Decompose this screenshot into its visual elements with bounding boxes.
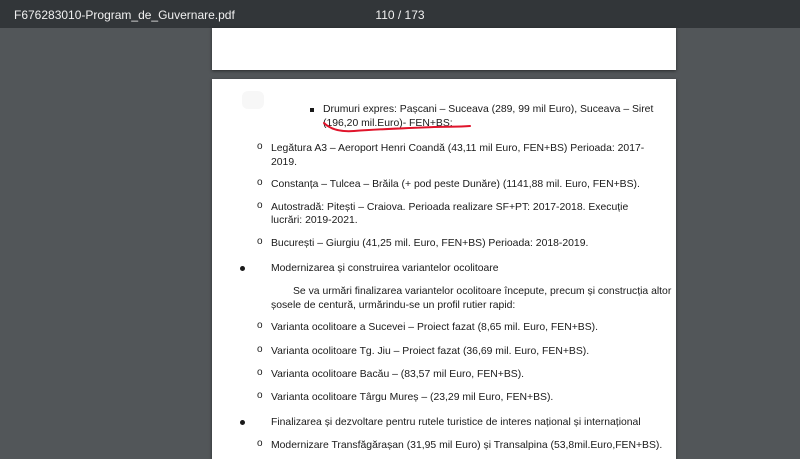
section-heading: Finalizarea și dezvoltare pentru rutele turistice de interes național și internațional (271, 417, 641, 428)
list-item: 2019. (271, 157, 298, 168)
round-bullet-icon (240, 420, 245, 425)
previous-page (212, 28, 676, 70)
current-page (212, 79, 676, 459)
page-indicator[interactable]: 110 / 173 (375, 8, 425, 22)
list-item: lucrări: 2019-2021. (271, 215, 358, 226)
document-filename: F676283010-Program_de_Guvernare.pdf (14, 8, 235, 22)
circle-bullet-icon: o (257, 367, 263, 378)
paragraph-line: Se va urmări finalizarea variantelor ocolitoare începute, precum și construcția altor (293, 286, 672, 297)
circle-bullet-icon: o (257, 344, 263, 355)
list-item: Varianta ocolitoare Bacău – (83,57 mil Euro, FEN+BS). (271, 369, 525, 380)
circle-bullet-icon: o (257, 236, 263, 247)
list-item: Varianta ocolitoare a Sucevei – Proiect fazat (8,65 mil. Euro, FEN+BS). (271, 322, 598, 333)
sub-bullet-line: Drumuri expres: Pașcani – Suceava (289, 99 mil Euro), Suceava – Siret (323, 104, 654, 115)
section-heading: Modernizarea și construirea variantelor ocolitoare (271, 263, 499, 274)
list-item: Varianta ocolitoare Târgu Mureș – (23,29 mil Euro, FEN+BS). (271, 392, 554, 403)
list-item: Modernizare Transfăgărașan (31,95 mil Euro) și Transalpina (53,8mil.Euro,FEN+BS). (271, 440, 663, 451)
circle-bullet-icon: o (257, 390, 263, 401)
circle-bullet-icon: o (257, 141, 263, 152)
circle-bullet-icon: o (257, 177, 263, 188)
pdf-toolbar (0, 0, 800, 28)
circle-bullet-icon: o (257, 320, 263, 331)
list-item: Autostradă: Pitești – Craiova. Perioada realizare SF+PT: 2017-2018. Execuție (271, 202, 629, 213)
circle-bullet-icon: o (257, 200, 263, 211)
circle-bullet-icon: o (257, 438, 263, 449)
list-item: Constanța – Tulcea – Brăila (+ pod peste Dunăre) (1141,88 mil. Euro, FEN+BS). (271, 179, 640, 190)
list-item: București – Giurgiu (41,25 mil. Euro, FEN+BS) Perioada: 2018-2019. (271, 238, 589, 249)
paragraph-line: șosele de centură, urmărindu-se un profil rutier rapid: (271, 300, 516, 311)
round-bullet-icon (240, 266, 245, 271)
sub-bullet-line: (196,20 mil.Euro)- FEN+BS; (323, 118, 453, 129)
list-item: Legătura A3 – Aeroport Henri Coandă (43,11 mil Euro, FEN+BS) Perioada: 2017- (271, 143, 645, 154)
list-item: Varianta ocolitoare Tg. Jiu – Proiect fazat (36,69 mil. Euro, FEN+BS). (271, 346, 590, 357)
